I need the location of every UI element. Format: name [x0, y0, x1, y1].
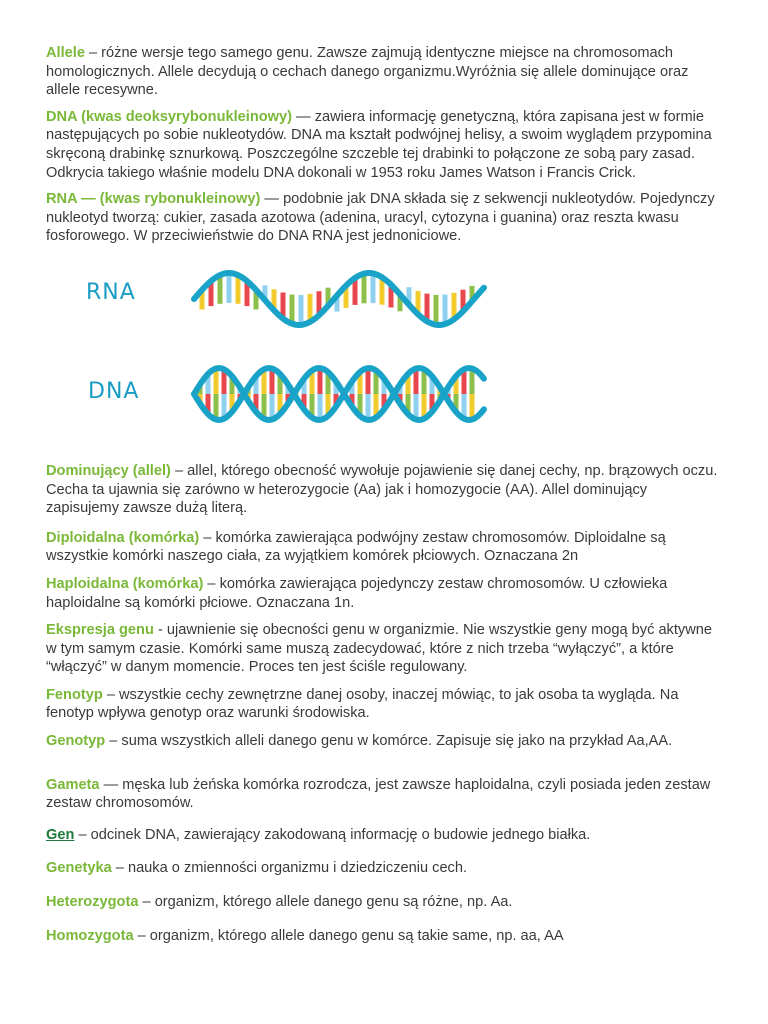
- term-dna: DNA (kwas deoksyrybonukleinowy): [46, 108, 292, 125]
- nucleotide-base: [434, 295, 439, 325]
- rna-dna-illustration: [46, 252, 718, 462]
- definition-genotyp: suma wszystkich alleli danego genu w komórce. Zapisuje się jako na przykład Aa,AA.: [121, 733, 673, 750]
- dna-double-helix: [194, 368, 484, 420]
- definition-fenotyp: wszystkie cechy zewnętrzne danej osoby, inaczej mówiąc, to jak osoba ta wygląda. Na fenotyp wpływa genotyp oraz warunki środowiska.: [46, 686, 679, 722]
- definition-homozygota: organizm, którego allele danego genu są takie same, np. aa, AA: [149, 927, 564, 944]
- term-rna: RNA — (kwas rybonukleinowy): [46, 191, 261, 208]
- rna-label: RNA: [86, 279, 136, 305]
- entry-allele: Allele – różne wersje tego samego genu. Zawsze zajmują identyczne miejsce na chromosomach homologicznych. Allele decydują o cechach danego organizmu.Wyróżnia się allele dominujące oraz allele recesywne.: [46, 45, 689, 99]
- term-genetyka: Genetyka: [46, 860, 112, 877]
- term-genotyp: Genotyp: [46, 733, 106, 750]
- nucleotide-base: [290, 294, 295, 323]
- term-diploidalna: Diploidalna (komórka): [46, 529, 200, 546]
- definition-gameta: męska lub żeńska komórka rozrodcza, jest zawsze haploidalna, czyli posiada jeden zestaw zestaw chromosomów.: [46, 776, 711, 812]
- definition-rna: podobnie jak DNA składa się z sekwencji nukleotydów. Pojedynczy nukleotyd tworzą: cukier, zasada azotowa (adenina, uracyl, cytozyna i guanina) oraz reszta kwasu fosforowego. W przeciwieństwie do DNA RNA jest jednoniciowe.: [46, 191, 715, 245]
- gen-link[interactable]: Gen: [46, 826, 75, 843]
- definition-genetyka: nauka o zmienności organizmu i dziedziczeniu cech.: [127, 860, 468, 877]
- definition-heterozygota: organizm, którego allele danego genu są różne, np. Aa.: [154, 894, 513, 911]
- term-fenotyp: Fenotyp: [46, 686, 103, 703]
- entry-heterozygota: Heterozygota – organizm, którego allele danego genu są różne, np. Aa.: [46, 894, 513, 911]
- entry-gameta: Gameta — męska lub żeńska komórka rozrodcza, jest zawsze haploidalna, czyli posiada jeden zestaw zestaw chromosomów.: [46, 776, 711, 812]
- nucleotide-base: [371, 273, 376, 303]
- entry-homozygota: Homozygota – organizm, którego allele danego genu są takie same, np. aa, AA: [46, 927, 564, 944]
- term-heterozygota: Heterozygota: [46, 894, 139, 911]
- definition-dominujacy: allel, którego obecność wywołuje pojawienie się danej cechy, np. brązowych oczu. Cecha ta ujawnia się zarówno w heterozygocie (Aa) jak i homozygocie (AA). Allel dominujący zapisujemy zawsze dużą literą.: [46, 462, 718, 517]
- term-ekspresja-genu: Ekspresja genu: [46, 622, 154, 639]
- entry-rna: RNA — (kwas rybonukleinowy) — podobnie jak DNA składa się z sekwencji nukleotydów. Pojedynczy nukleotyd tworzą: cukier, zasada azotowa (adenina, uracyl, cytozyna i guanina) oraz reszta kwasu fosforowego. W przeciwieństwie do DNA RNA jest jednoniciowe.: [46, 191, 715, 245]
- definition-diploidalna: komórka zawierająca podwójny zestaw chromosomów. Diploidalne są wszystkie komórki naszego ciała, za wyjątkiem komórek płciowych. Oznaczana 2n: [46, 529, 666, 565]
- term-allele: Allele: [46, 45, 85, 61]
- nucleotide-base: [366, 394, 371, 420]
- entry-haploidalna: Haploidalna (komórka) – komórka zawierająca pojedynczy zestaw chromosomów. U człowieka haploidalne są komórki płciowe. Oznaczana 1n.: [46, 575, 668, 611]
- rna-single-strand: [194, 273, 484, 325]
- nucleotide-base: [318, 394, 323, 420]
- term-haploidalna: Haploidalna (komórka): [46, 575, 204, 592]
- definition-haploidalna: komórka zawierająca pojedynczy zestaw chromosomów. U człowieka haploidalne są komórki płciowe. Oznaczana 1n.: [46, 575, 668, 611]
- nucleotide-base: [227, 273, 232, 303]
- entry-dna: DNA (kwas deoksyrybonukleinowy) — zawiera informację genetyczną, która zapisana jest w formie następujących po sobie nukleotydów. DNA ma kształt podwójnej helisy, a swoim wyglądem przypomina skręconą drabinkę sznurkową. Poszczególne szczeble tej drabinki to połączone ze sobą pary zasad. Odkrycia takiego właśnie modelu DNA dokonali w 1953 roku James Watson i Francis Crick.: [46, 108, 712, 181]
- term-dominujacy: Dominujący (allel): [46, 462, 171, 479]
- entry-diploidalna: Diploidalna (komórka) – komórka zawierająca podwójny zestaw chromosomów. Diploidalne są wszystkie komórki naszego ciała, za wyjątkiem komórek płciowych. Oznaczana 2n: [46, 529, 666, 565]
- entry-dominujacy: Dominujący (allel) – allel, którego obecność wywołuje pojawienie się danej cechy, np. brązowych oczu. Cecha ta ujawnia się zarówno w heterozygocie (Aa) jak i homozygocie (AA). Allel dominujący zapisujemy zawsze dużą literą.: [46, 462, 718, 517]
- definition-ekspresja-genu: ujawnienie się obecności genu w organizmie. Nie wszystkie geny mogą być aktywne w tym samym czasie. Komórki same muszą zadecydować, które z nich trzeba “wyłączyć”, a które “włączyć” w danym momencie. Proces ten jest ściśle regulowany.: [46, 622, 712, 676]
- helix-diagram: [184, 252, 504, 462]
- term-gameta: Gameta: [46, 776, 100, 793]
- entry-gen: Gen – odcinek DNA, zawierający zakodowaną informację o budowie jednego białka.: [46, 826, 591, 843]
- nucleotide-base: [318, 368, 323, 394]
- term-homozygota: Homozygota: [46, 927, 134, 944]
- entry-ekspresja-genu: Ekspresja genu - ujawnienie się obecności genu w organizmie. Nie wszystkie geny mogą być aktywne w tym samym czasie. Komórki same muszą zadecydować, które z nich trzeba “wyłączyć”, a które “włączyć” w danym momencie. Proces ten jest ściśle regulowany.: [46, 622, 712, 676]
- definition-gen: odcinek DNA, zawierający zakodowaną informację o budowie jednego białka.: [90, 826, 591, 843]
- definition-dna: zawiera informację genetyczną, która zapisana jest w formie następujących po sobie nukleotydów. DNA ma kształt podwójnej helisy, a swoim wyglądem przypomina skręconą drabinkę sznurkową. Poszczególne szczeble tej drabinki to połączone ze sobą pary zasad. Odkrycia takiego właśnie modelu DNA dokonali w 1953 roku James Watson i Francis Crick.: [46, 108, 712, 181]
- entry-fenotyp: Fenotyp – wszystkie cechy zewnętrzne danej osoby, inaczej mówiąc, to jak osoba ta wygląda. Na fenotyp wpływa genotyp oraz warunki środowiska.: [46, 686, 679, 722]
- nucleotide-base: [443, 295, 448, 324]
- nucleotide-base: [366, 368, 371, 394]
- nucleotide-base: [299, 295, 304, 325]
- dna-label: DNA: [88, 378, 140, 404]
- entry-genotyp: Genotyp – suma wszystkich alleli danego genu w komórce. Zapisuje się jako na przykład Aa,AA.: [46, 733, 673, 750]
- nucleotide-base: [362, 274, 367, 304]
- entry-genetyka: Genetyka – nauka o zmienności organizmu i dziedziczeniu cech.: [46, 860, 468, 877]
- definition-allele: różne wersje tego samego genu. Zawsze zajmują identyczne miejsce na chromosomach homologicznych. Allele decydują o cechach danego organizmu.Wyróżnia się allele dominujące oraz allele recesywne.: [46, 45, 689, 99]
